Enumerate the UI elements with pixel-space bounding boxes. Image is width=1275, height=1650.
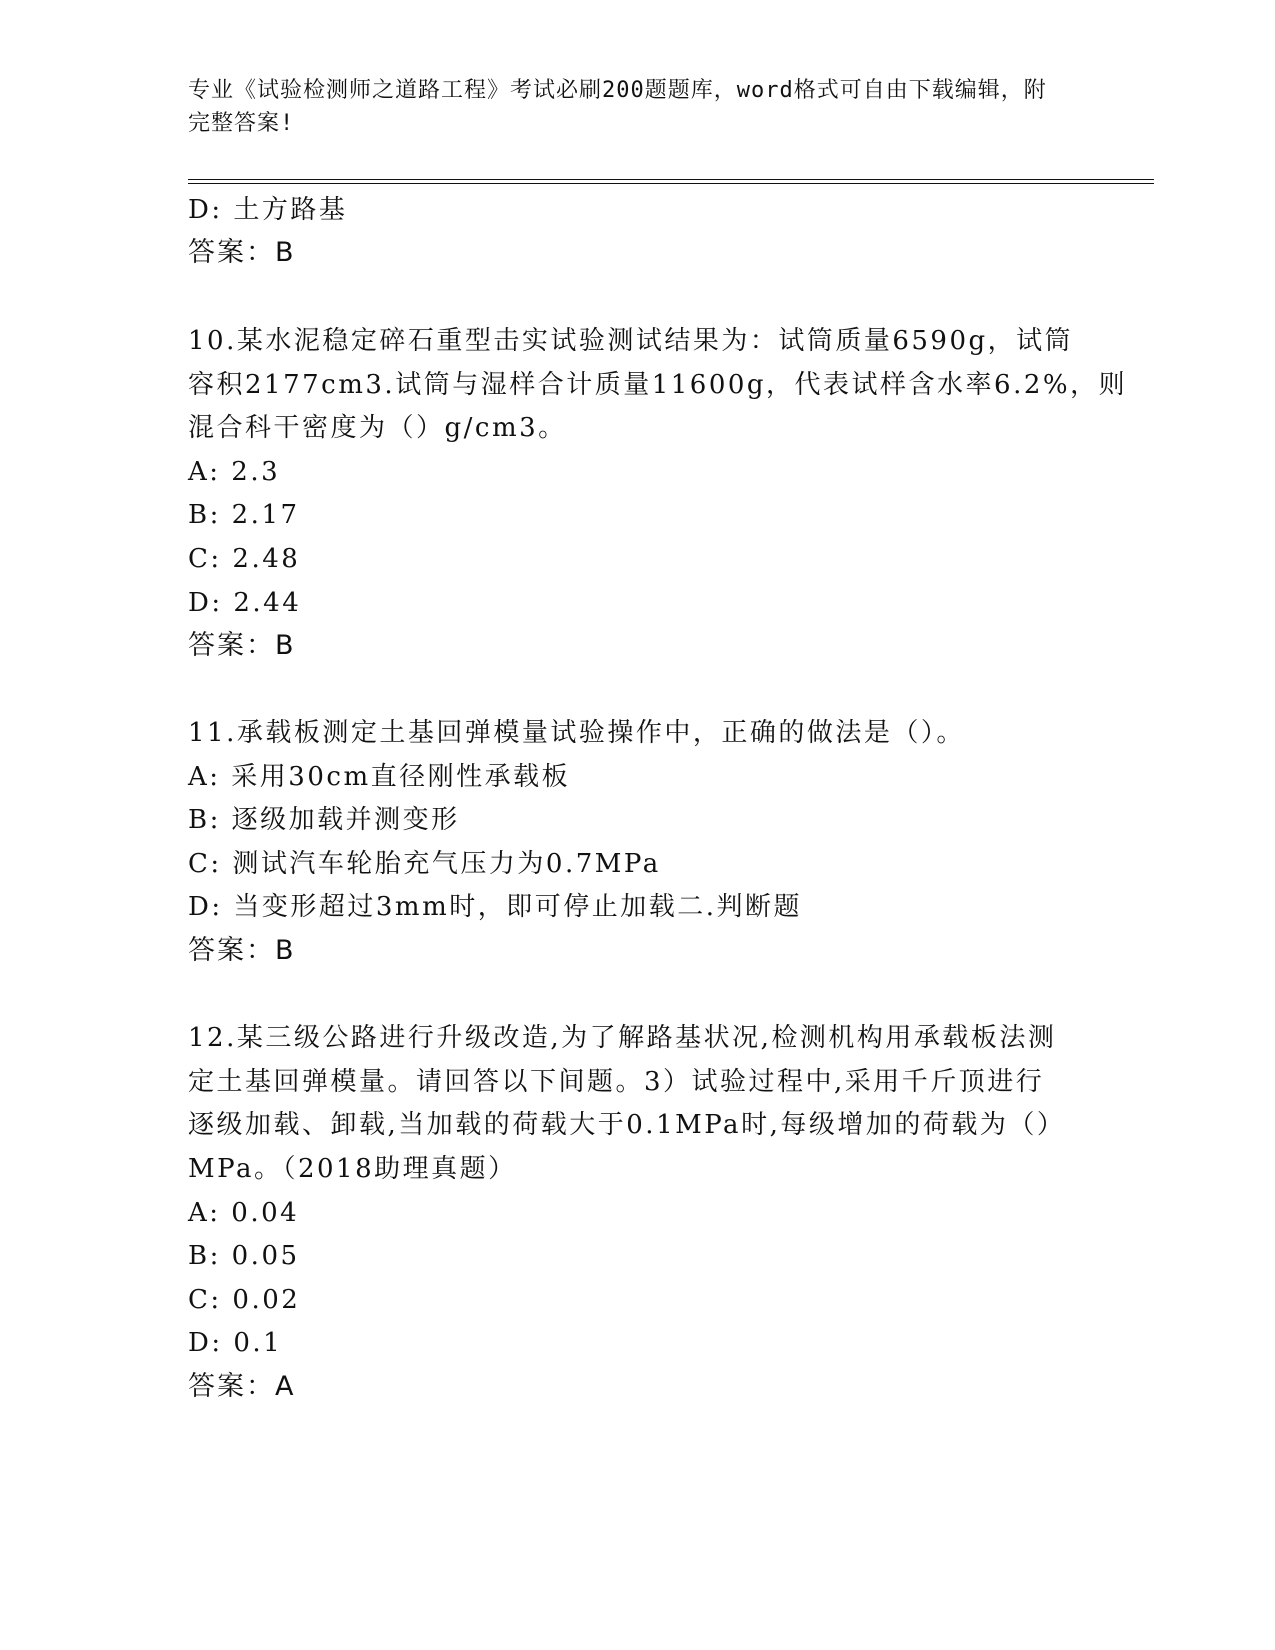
q10-option-a: A: 2.3	[188, 457, 281, 487]
header-divider	[188, 179, 1154, 180]
q12-answer: 答案：A	[188, 1371, 296, 1402]
q11-answer: 答案：B	[188, 935, 296, 966]
q10-answer: 答案：B	[188, 630, 296, 661]
prev-option-d: D: 土方路基	[188, 195, 348, 225]
q11-stem-line-1: 11.承载板测定土基回弹模量试验操作中，正确的做法是（）。	[188, 718, 965, 748]
q11-option-c: C: 测试汽车轮胎充气压力为0.7MPa	[188, 849, 661, 879]
header-divider-second	[188, 183, 1154, 184]
q11-option-a: A: 采用30cm直径刚性承载板	[188, 762, 571, 792]
q10-stem-line-2: 容积2177cm3.试筒与湿样合计质量11600g，代表试样含水率6.2%，则	[188, 370, 1128, 400]
q12-option-a: A: 0.04	[188, 1198, 300, 1228]
q10-option-c: C: 2.48	[188, 544, 301, 574]
q11-option-b: B: 逐级加载并测变形	[188, 805, 460, 835]
q12-option-c: C: 0.02	[188, 1285, 301, 1315]
prev-answer: 答案：B	[188, 237, 296, 268]
q12-stem-line-2: 定土基回弹模量。请回答以下间题。3）试验过程中,采用千斤顶进行	[188, 1067, 1045, 1097]
q12-option-d: D: 0.1	[188, 1328, 283, 1358]
q10-stem-line-1: 10.某水泥稳定碎石重型击实试验测试结果为：试筒质量6590g，试筒	[188, 326, 1074, 356]
q11-option-d: D: 当变形超过3mm时，即可停止加载二.判断题	[188, 892, 802, 922]
q10-option-d: D: 2.44	[188, 588, 302, 618]
q12-stem-line-1: 12.某三级公路进行升级改造,为了解路基状况,检测机构用承载板法测	[188, 1023, 1057, 1053]
q12-stem-line-4: MPa。（2018助理真题）	[188, 1154, 517, 1184]
document-header: 专业《试验检测师之道路工程》考试必刷200题题库，word格式可自由下载编辑，附完整答案!	[188, 78, 1047, 136]
q12-option-b: B: 0.05	[188, 1241, 300, 1271]
q10-stem-line-3: 混合科干密度为（）g/cm3。	[188, 413, 567, 443]
q12-stem-line-3: 逐级加载、卸载,当加载的荷载大于0.1MPa时,每级增加的荷载为（）	[188, 1110, 1066, 1140]
q10-option-b: B: 2.17	[188, 500, 300, 530]
